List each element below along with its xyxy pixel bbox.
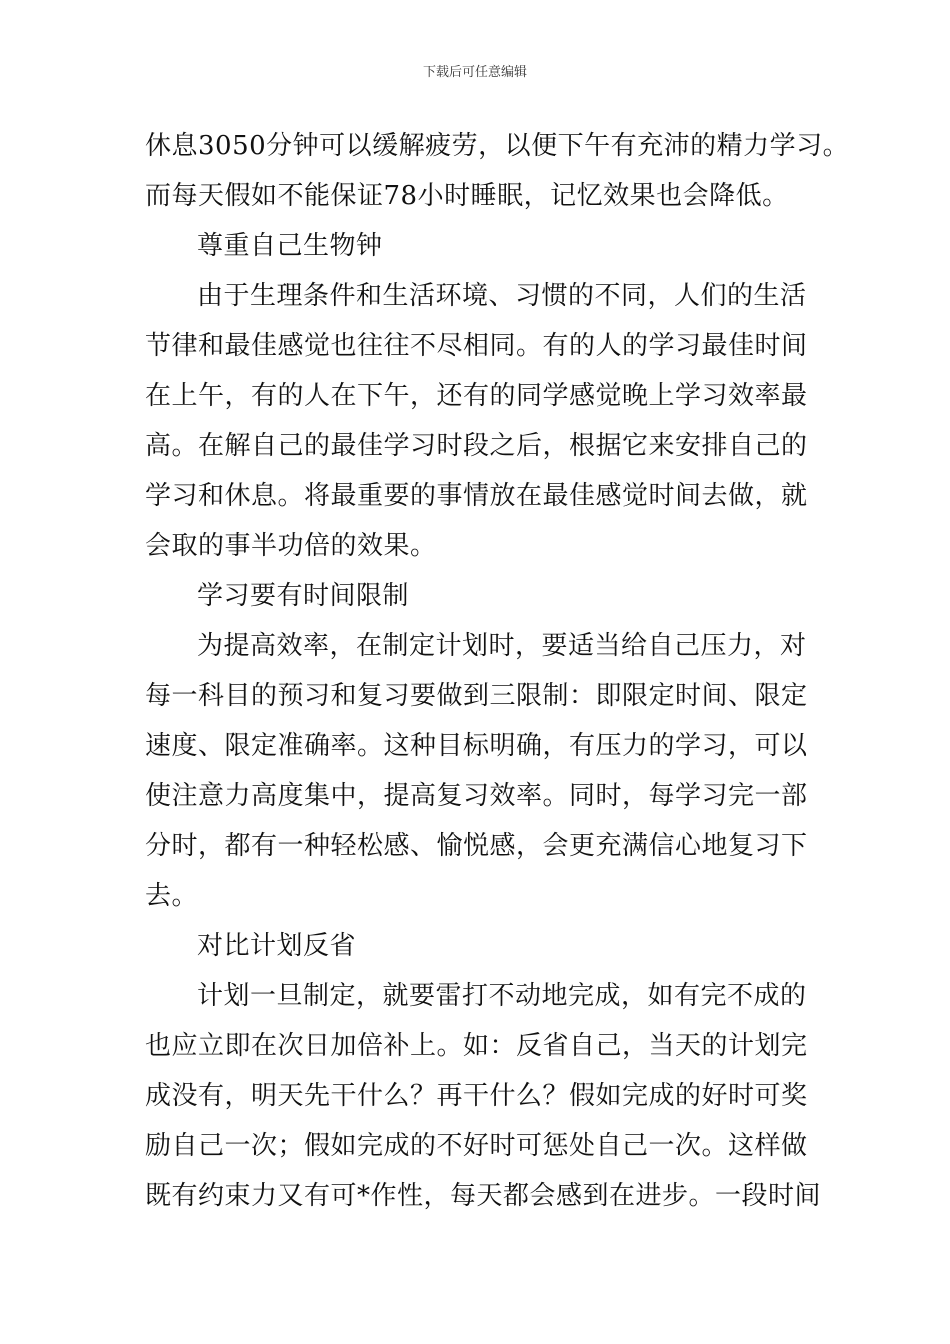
text-line: 在上午，有的人在下午，还有的同学感觉晚上学习效率最 bbox=[145, 381, 808, 411]
text-line: 节律和最佳感觉也往往不尽相同。有的人的学习最佳时间 bbox=[145, 331, 808, 361]
text-line: 使注意力高度集中，提高复习效率。同时，每学习完一部 bbox=[145, 781, 808, 811]
text-line: 也应立即在次日加倍补上。如：反省自己，当天的计划完 bbox=[145, 1031, 808, 1061]
text-line: 休息3050分钟可以缓解疲劳，以便下午有充沛的精力学习。 bbox=[145, 131, 850, 161]
text-line: 由于生理条件和生活环境、习惯的不同，人们的生活 bbox=[197, 281, 807, 311]
page-header: 下载后可任意编辑 bbox=[422, 65, 527, 80]
text-line: 而每天假如不能保证78小时睡眠，记忆效果也会降低。 bbox=[145, 181, 789, 211]
text-line: 为提高效率，在制定计划时，要适当给自己压力，对 bbox=[197, 631, 807, 661]
text-line: 成没有，明天先干什么？再干什么？假如完成的好时可奖 bbox=[145, 1081, 808, 1111]
section-heading: 学习要有时间限制 bbox=[197, 581, 410, 611]
document-body bbox=[145, 121, 850, 1221]
text-line: 速度、限定准确率。这种目标明确，有压力的学习，可以 bbox=[145, 731, 808, 761]
text-line: 高。在解自己的最佳学习时段之后，根据它来安排自己的 bbox=[145, 431, 808, 461]
text-line: 每一科目的预习和复习要做到三限制：即限定时间、限定 bbox=[145, 681, 808, 711]
text-line: 会取的事半功倍的效果。 bbox=[145, 531, 437, 561]
text-line: 学习和休息。将最重要的事情放在最佳感觉时间去做，就 bbox=[145, 481, 808, 511]
section-heading: 对比计划反省 bbox=[197, 931, 357, 961]
text-line: 既有约束力又有可*作性，每天都会感到在进步。一段时间 bbox=[145, 1181, 822, 1211]
section-heading: 尊重自己生物钟 bbox=[197, 231, 383, 261]
text-line: 去。 bbox=[145, 881, 199, 911]
text-line: 励自己一次；假如完成的不好时可惩处自己一次。这样做 bbox=[145, 1131, 808, 1161]
text-line: 分时，都有一种轻松感、愉悦感，会更充满信心地复习下 bbox=[145, 831, 808, 861]
text-line: 计划一旦制定，就要雷打不动地完成，如有完不成的 bbox=[197, 981, 807, 1011]
